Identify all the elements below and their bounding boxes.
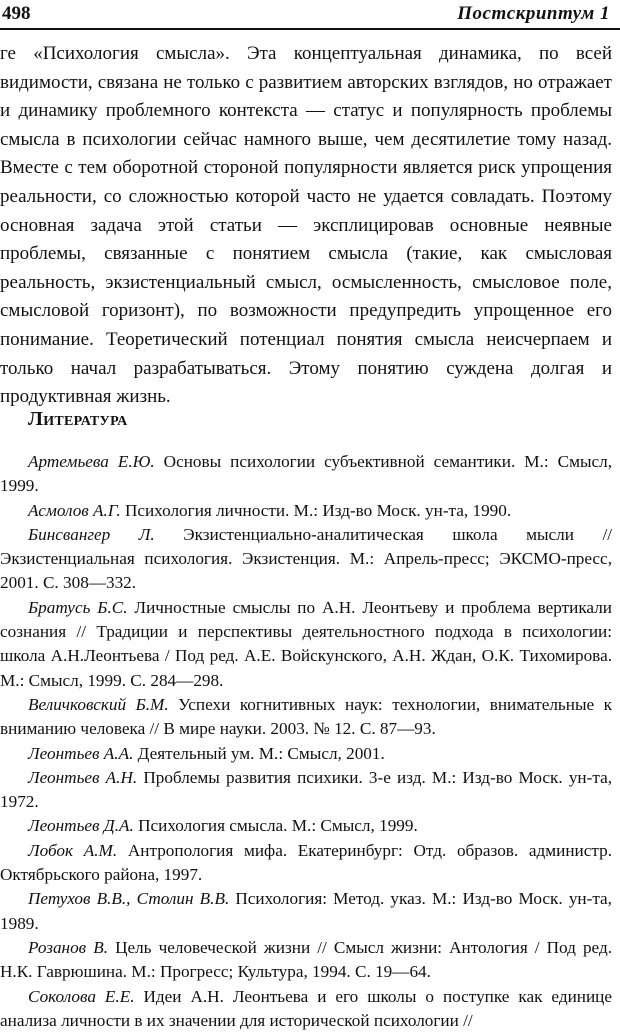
- reference-text: Экзистенциально-аналитическая школа мысли // Экзистенциальная психология. Экзистенция. М.: Апрель-пресс; ЭКСМО-пресс, 2001. С. 308—332.: [0, 524, 612, 593]
- reference-text: Основы психологии субъективной семантики. М.: Смысл, 1999.: [0, 452, 612, 496]
- reference-author: Розанов В.: [28, 937, 108, 957]
- reference-author: Соколова Е.Е.: [28, 986, 135, 1006]
- reference-author: Артемьева Е.Ю.: [28, 452, 155, 471]
- reference-item: [0, 936, 612, 985]
- reference-text: Успехи когнитивных наук: технологии, внимательные к вниманию человека // В мире науки. 2003. № 12. С. 87—93.: [0, 694, 612, 739]
- page-header: [0, 0, 620, 30]
- reference-item: [0, 887, 612, 936]
- literature-heading: Литература: [28, 408, 128, 430]
- reference-text: Антропология мифа. Екатеринбург: Отд. образов. администр. Октябрьского района, 1997.: [0, 840, 612, 885]
- reference-text: Проблемы развития психики. 3-е изд. М.: Изд-во Моск. ун-та, 1972.: [0, 767, 612, 812]
- reference-item: [0, 523, 612, 596]
- reference-author: Леонтьев А.А.: [28, 743, 134, 763]
- reference-item: [0, 742, 612, 766]
- reference-text: Идеи А.Н. Леонтьева и его школы о поступке как единице анализа личности в их значении для исторической психологии //: [0, 986, 612, 1030]
- body-paragraph: ге «Психология смысла». Эта концептуальная динамика, по всей видимости, связана не только с развитием авторских взглядов, но отражает и динамику проблемного контекста — статус и популярность проблемы смысла в психологии сейчас намного выше, чем десятилетие тому назад. Вместе с тем оборотной стороной популярности является риск упрощения реальности, со сложностью которой часто не удается совладать. Поэтому основная задача этой статьи — эксплицировав основные неявные проблемы, связанные с понятием смысла (такие, как смысловая реальность, экзистенциальный смысл, осмысленность, смысловое поле, смысловой горизонт), по возможности предупредить упрощенное его понимание. Теоретический потенциал понятия смысла неисчерпаем и только начал разрабатываться. Этому понятию суждена долгая и продуктивная жизнь.: [0, 43, 612, 408]
- reference-list: [0, 450, 612, 1033]
- reference-author: Леонтьев Д.А.: [28, 816, 134, 836]
- reference-item: [0, 766, 612, 815]
- reference-author: Петухов В.В., Столин В.В.: [28, 889, 230, 909]
- reference-text: Психология личности. М.: Изд-во Моск. ун-та, 1990.: [120, 500, 512, 520]
- reference-author: Братусь Б.С.: [28, 597, 128, 617]
- header-rule: [0, 28, 620, 30]
- reference-item: [0, 839, 612, 888]
- reference-text: Деятельный ум. М.: Смысл, 2001.: [133, 743, 385, 763]
- reference-item: [0, 450, 612, 499]
- reference-item: [0, 814, 612, 838]
- reference-author: Леонтьев А.Н.: [28, 767, 138, 787]
- reference-item: [0, 985, 612, 1033]
- running-title: Постскриптум 1: [457, 3, 610, 24]
- reference-item: [0, 499, 612, 523]
- page-number: 498: [2, 3, 31, 24]
- reference-text: Личностные смыслы по А.Н. Леонтьеву и проблема вертикали сознания // Традиции и перспективы деятельностного подхода в психологии: школа А.Н.Леонтьева / Под ред. А.Е. Войскунского, А.Н. Ждан, О.К. Тихомирова. М.: Смысл, 1999. С. 284—298.: [0, 597, 612, 690]
- reference-author: Величковский Б.М.: [28, 694, 169, 714]
- body-text: [0, 40, 612, 412]
- reference-item: [0, 596, 612, 693]
- reference-text: Цель человеческой жизни // Смысл жизни: Антология / Под ред. Н.К. Гаврюшина. М.: Прогресс; Культура, 1994. С. 19—64.: [0, 937, 612, 982]
- reference-author: Бинсвангер Л.: [28, 524, 155, 544]
- reference-author: Лобок А.М.: [28, 840, 118, 860]
- reference-author: Асмолов А.Г.: [28, 500, 121, 520]
- reference-text: Психология смысла. М.: Смысл, 1999.: [133, 816, 418, 836]
- reference-text: Психология: Метод. указ. М.: Изд-во Моск. ун-та, 1989.: [0, 889, 612, 933]
- reference-item: [0, 693, 612, 742]
